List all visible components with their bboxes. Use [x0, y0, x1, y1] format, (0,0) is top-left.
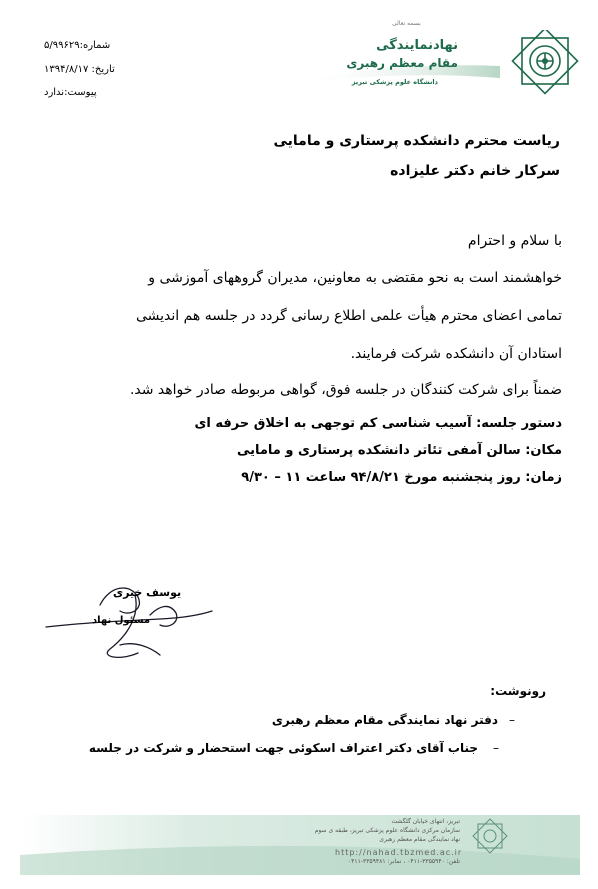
footer-address-line3: نهاد نمایندگی مقام معظم رهبری: [379, 836, 460, 843]
meeting-place: مکان: سالن آمفی تئاتر دانشکده پرستاری و مامایی: [236, 443, 562, 458]
letter-date-label: تاریخ:: [91, 64, 115, 75]
letter-number-label: شماره:: [79, 40, 111, 51]
footer-emblem: [470, 818, 510, 854]
letter-date-value: ۱۳۹۴/۸/۱۷: [44, 64, 89, 75]
footer-phone-fax: تلفن: ۳۳۵۵۹۴۰-۰۴۱۱ ، نمابر: ۳۳۵۹۴۸۱-۰۴۱۱: [347, 858, 460, 865]
cc-heading: رونوشت:: [490, 684, 546, 698]
org-name-line1: نهادنمایندگی: [376, 38, 458, 53]
letter-attachment-label: پیوست:: [64, 87, 97, 98]
cc-item-2-dash: –: [493, 741, 499, 755]
body-line1: خواهشمند است به نحو مقتضی به معاونین، مدیران گروههای آموزشی و: [148, 270, 562, 286]
letter-number-value: ۵/۹۹۶۲۹: [44, 40, 80, 51]
addressee-line2: سرکار خانم دکتر علیزاده: [390, 163, 560, 179]
org-name-line3: دانشگاه علوم پزشکی تبریز: [351, 78, 438, 86]
organization-logo-emblem: [497, 30, 587, 96]
footer-address-line2: سازمان مرکزی دانشگاه علوم پزشکی تبریز، طبقه ی سوم: [314, 827, 460, 834]
org-name-line2: مقام معظم رهبری: [346, 56, 458, 70]
cc-item-1: دفتر نهاد نمایندگی مقام معظم رهبری: [271, 713, 498, 727]
addressee-line1: ریاست محترم دانشکده پرستاری و مامایی: [273, 133, 560, 149]
cc-item-1-dash: –: [509, 713, 515, 727]
letter-attachment: [44, 87, 97, 98]
meeting-time: زمان: روز پنجشنبه مورخ ۹۴/۸/۲۱ ساعت ۱۱ – ۹/۳۰: [241, 470, 562, 485]
footer-website-url: http://nahad.tbzmed.ac.ir: [335, 848, 463, 857]
signatory-name: یوسف خیری: [113, 586, 182, 599]
body-line2: تمامی اعضای محترم هیأت علمی اطلاع رسانی گردد در جلسه هم اندیشی: [135, 308, 562, 324]
letter-number: [44, 40, 110, 51]
signatory-title: مسئول نهاد: [92, 615, 151, 626]
bismillah-text: بسمه تعالی: [392, 20, 421, 27]
body-line4: ضمناً برای شرکت کنندگان در جلسه فوق، گواهی مربوطه صادر خواهد شد.: [129, 382, 562, 398]
footer-address-line1: تبریز، انتهای خیابان گلگشت: [391, 818, 460, 825]
meeting-agenda: دستور جلسه: آسیب شناسی کم توجهی به اخلاق حرفه ای: [194, 416, 562, 431]
letter-date: [44, 64, 115, 75]
greeting: با سلام و احترام: [467, 233, 562, 249]
cc-item-2: جناب آقای دکتر اعتراف اسکوئی جهت استحضار و شرکت در جلسه: [88, 741, 478, 755]
letter-attachment-value: ندارد: [44, 87, 65, 98]
body-line3: استادان آن دانشکده شرکت فرمایند.: [350, 346, 562, 362]
